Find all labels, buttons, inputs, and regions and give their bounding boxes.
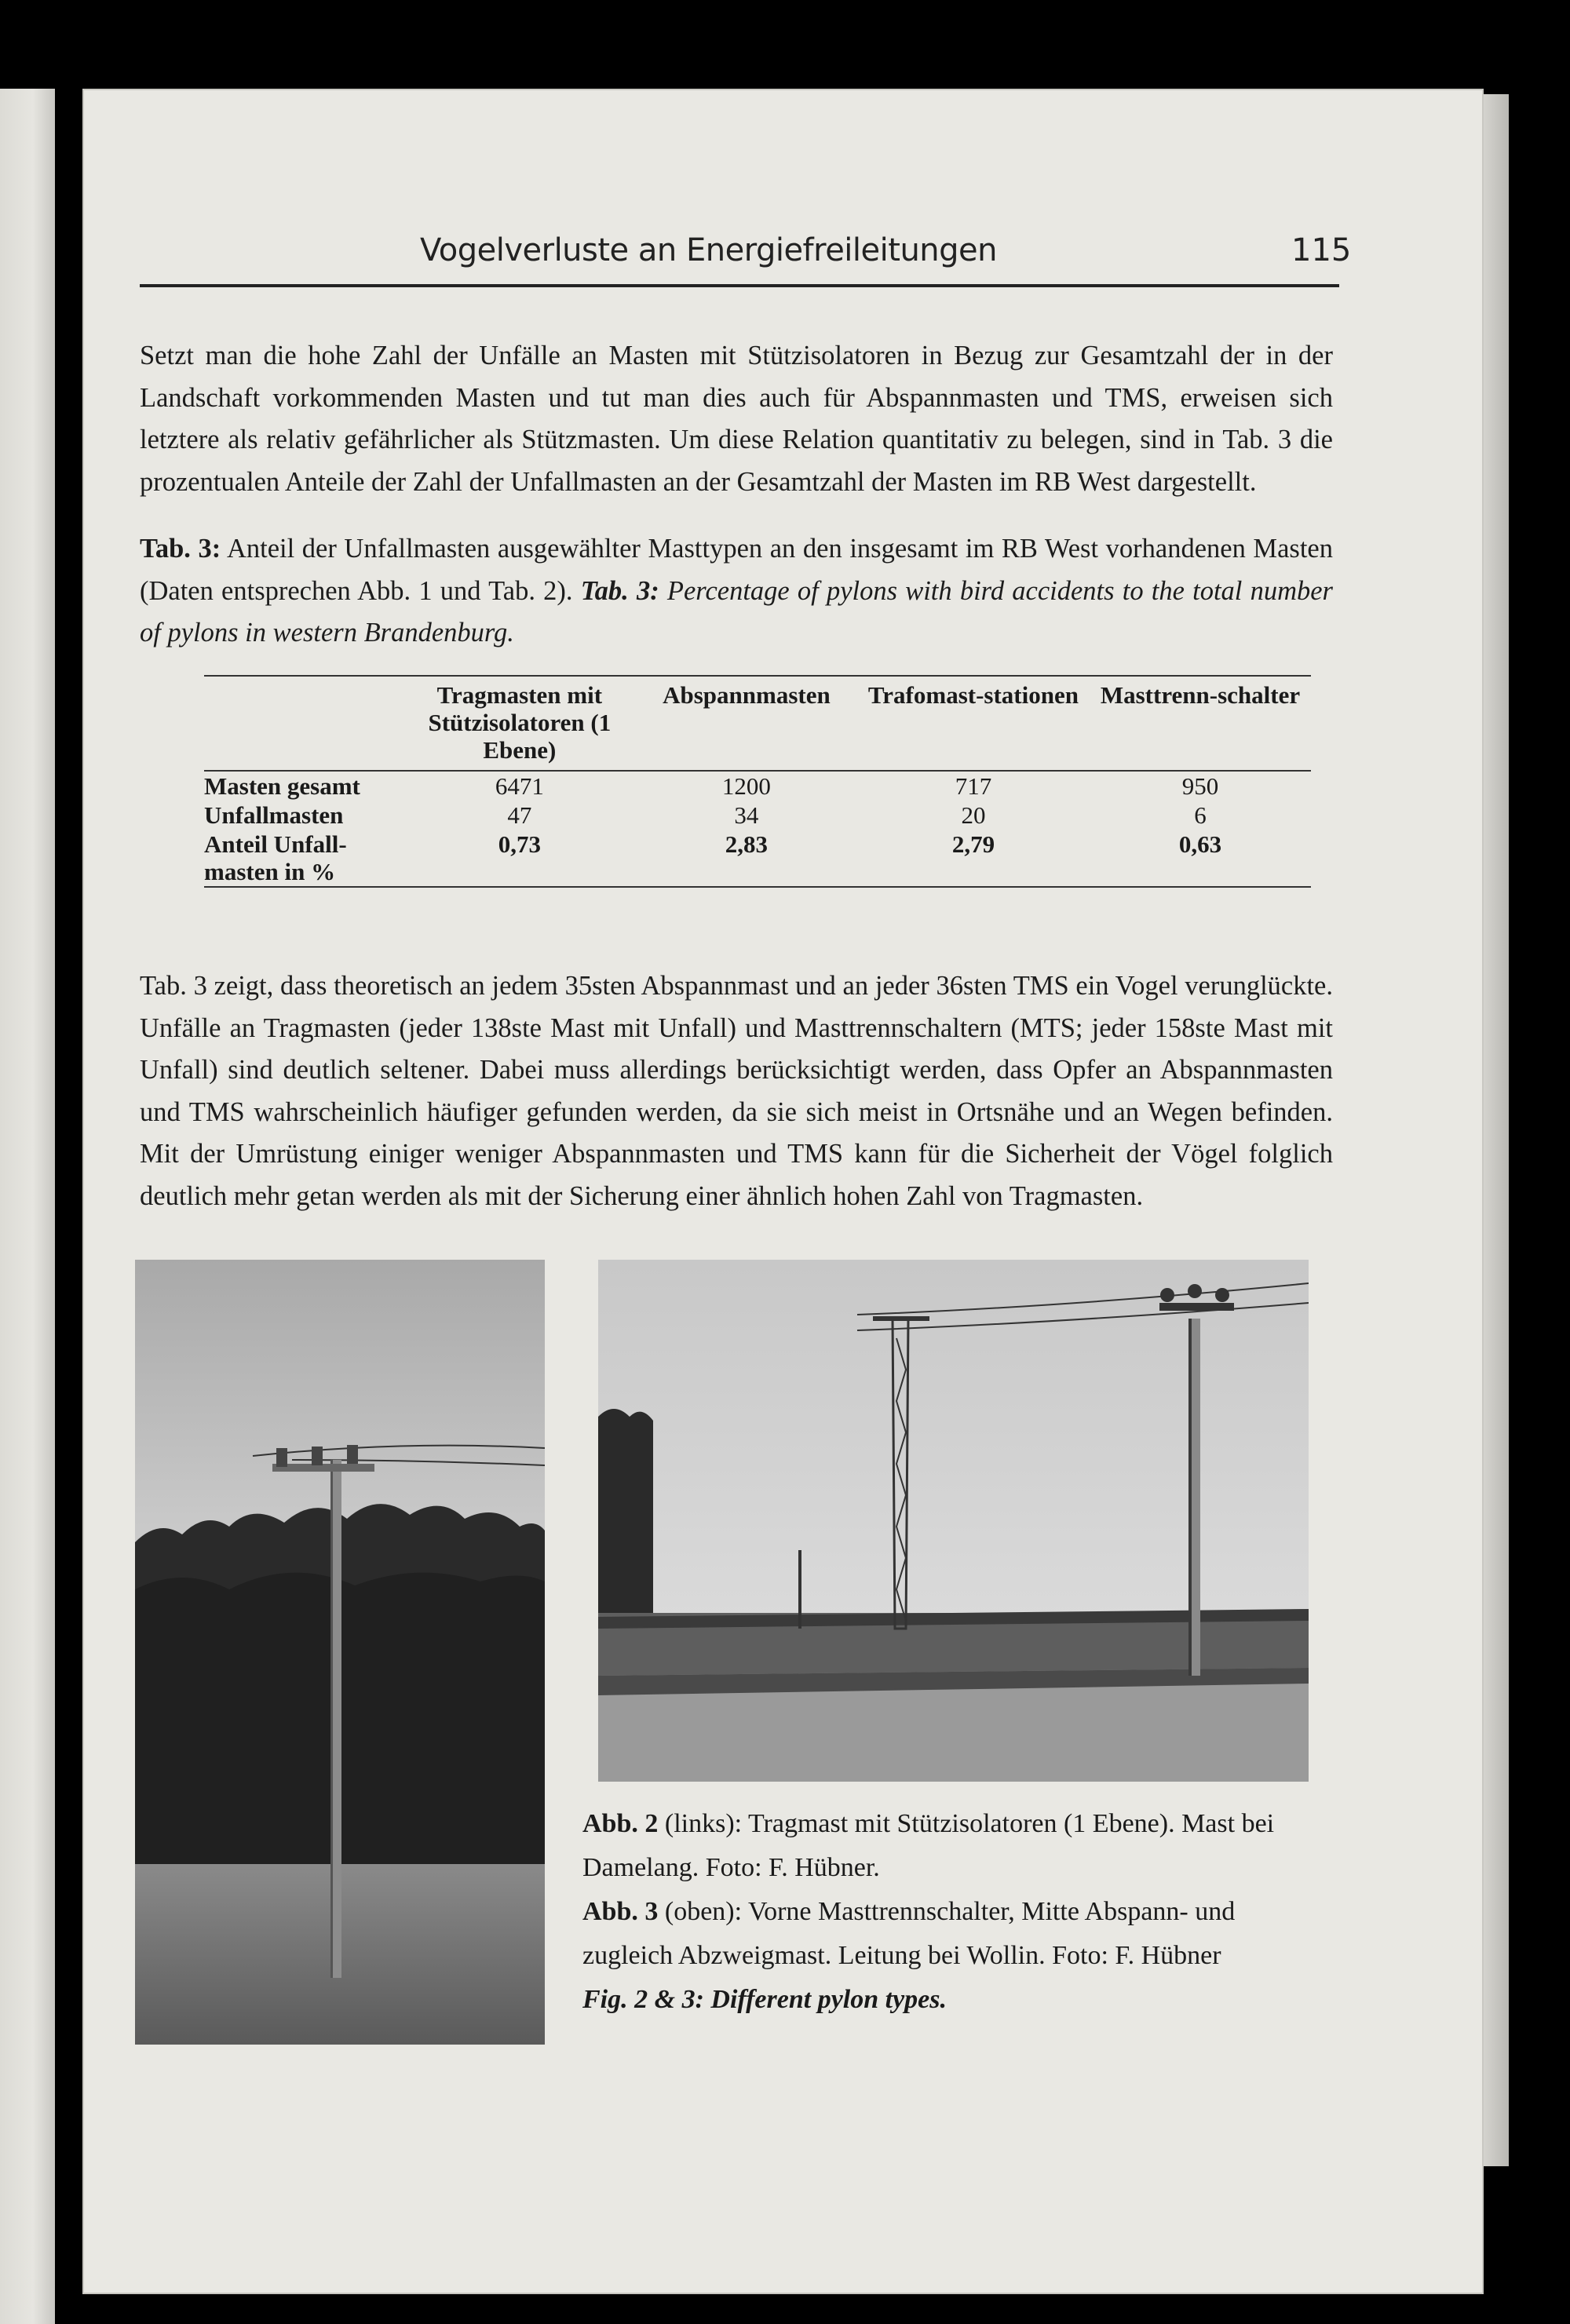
table-cell: 34 <box>734 801 759 829</box>
running-title: Vogelverluste an Energiefreileitungen <box>420 232 997 268</box>
table-cell: 0,73 <box>498 830 541 858</box>
table-cell: 47 <box>507 801 532 829</box>
data-table <box>204 675 1311 888</box>
table-caption-text: Anteil der Unfallmasten ausgewählter Masttypen an den insgesamt im RB West vorhandenen Masten (Daten entsprechen Abb. 1 und Tab. 2). <box>140 534 1333 606</box>
figure-caption <box>582 1802 1320 2022</box>
photo-pylon-left <box>135 1260 545 2045</box>
body-text: Tab. 3 zeigt, dass theoretisch an jedem 35sten Abspannmast und an jeder 36sten TMS ein Vogel verunglückte. Unfälle an Tragmasten (jeder 138ste Mast mit Unfall) und Masttrennschaltern (MTS; jeder 158ste Mast mit Unfall) sind deutlich seltener. Dabei muss allerdings berücksichtigt werden, dass Opfer an Abspannmasten und TMS wahrscheinlich häufiger gefunden werden, da sie sich meist in Ortsnähe und an Wegen befinden. Mit der Umrüstung einiger weniger Abspannmasten und TMS kann für die Sicherheit der Vögel folglich deutlich mehr getan werden als mit der Sicherung einer ähnlich hohen Zahl von Tragmasten. <box>140 971 1333 1211</box>
table-cell: 2,79 <box>951 830 995 858</box>
table-cell: 0,63 <box>1178 830 1222 858</box>
table-caption-label: Tab. 3: <box>140 534 221 564</box>
table-cell: 20 <box>961 801 986 829</box>
row-label: Unfallmasten <box>204 801 344 829</box>
table-caption <box>140 528 1333 655</box>
table-header-empty <box>204 676 403 771</box>
photo-pylons-right <box>598 1260 1309 1782</box>
body-paragraph <box>140 965 1333 1217</box>
table-cell: 717 <box>955 772 992 800</box>
column-header: Tragmasten mit Stützisolatoren (1 Ebene) <box>428 681 612 764</box>
header-rule <box>140 284 1339 287</box>
abb3-label: Abb. 3 <box>582 1897 659 1926</box>
table-cell: 6471 <box>495 772 544 800</box>
row-label: Masten gesamt <box>204 772 360 800</box>
column-header: Masttrenn-schalter <box>1100 681 1301 709</box>
page-number: 115 <box>1291 232 1352 268</box>
figure-caption-en: Fig. 2 & 3: Different pylon types. <box>582 1985 947 2014</box>
abb2-label: Abb. 2 <box>582 1809 659 1838</box>
table-cell: 6 <box>1194 801 1207 829</box>
table-cell: 1200 <box>721 772 771 800</box>
book-spine-edge <box>0 89 55 2324</box>
column-header: Trafomast-stationen <box>867 681 1079 709</box>
column-header: Abspannmasten <box>663 681 831 709</box>
table-row <box>204 801 1311 830</box>
abb2-text: (links): Tragmast mit Stützisolatoren (1 Ebene). Mast bei Damelang. Foto: F. Hübner. <box>582 1809 1275 1882</box>
table-cell: 2,83 <box>725 830 769 858</box>
abb3-text: (oben): Vorne Masttrennschalter, Mitte Abspann- und zugleich Abzweigmast. Leitung bei Wollin. Foto: F. Hübner <box>582 1897 1236 1970</box>
table-cell: 950 <box>1181 772 1219 800</box>
row-label: Anteil Unfall-masten in % <box>204 830 347 885</box>
intro-paragraph <box>140 335 1333 503</box>
table-caption-en-text: Percentage of pylons with bird accidents to the total number of pylons in western Brandenburg. <box>140 575 1333 648</box>
table-row <box>204 771 1311 801</box>
table-row <box>204 830 1311 887</box>
table-caption-en-label: Tab. 3: <box>580 575 659 606</box>
intro-text: Setzt man die hohe Zahl der Unfälle an Masten mit Stützisolatoren in Bezug zur Gesamtzahl der in der Landschaft vorkommenden Masten und tut man dies auch für Abspannmasten und TMS, erweisen sich letztere als relativ gefährlicher als Stützmasten. Um diese Relation quantitativ zu belegen, sind in Tab. 3 die prozentualen Anteile der Zahl der Unfallmasten an der Gesamtzahl der Masten im RB West dargestellt. <box>140 341 1333 497</box>
table-header-row <box>204 676 1311 771</box>
page-edge-shadow <box>1484 94 1509 2166</box>
